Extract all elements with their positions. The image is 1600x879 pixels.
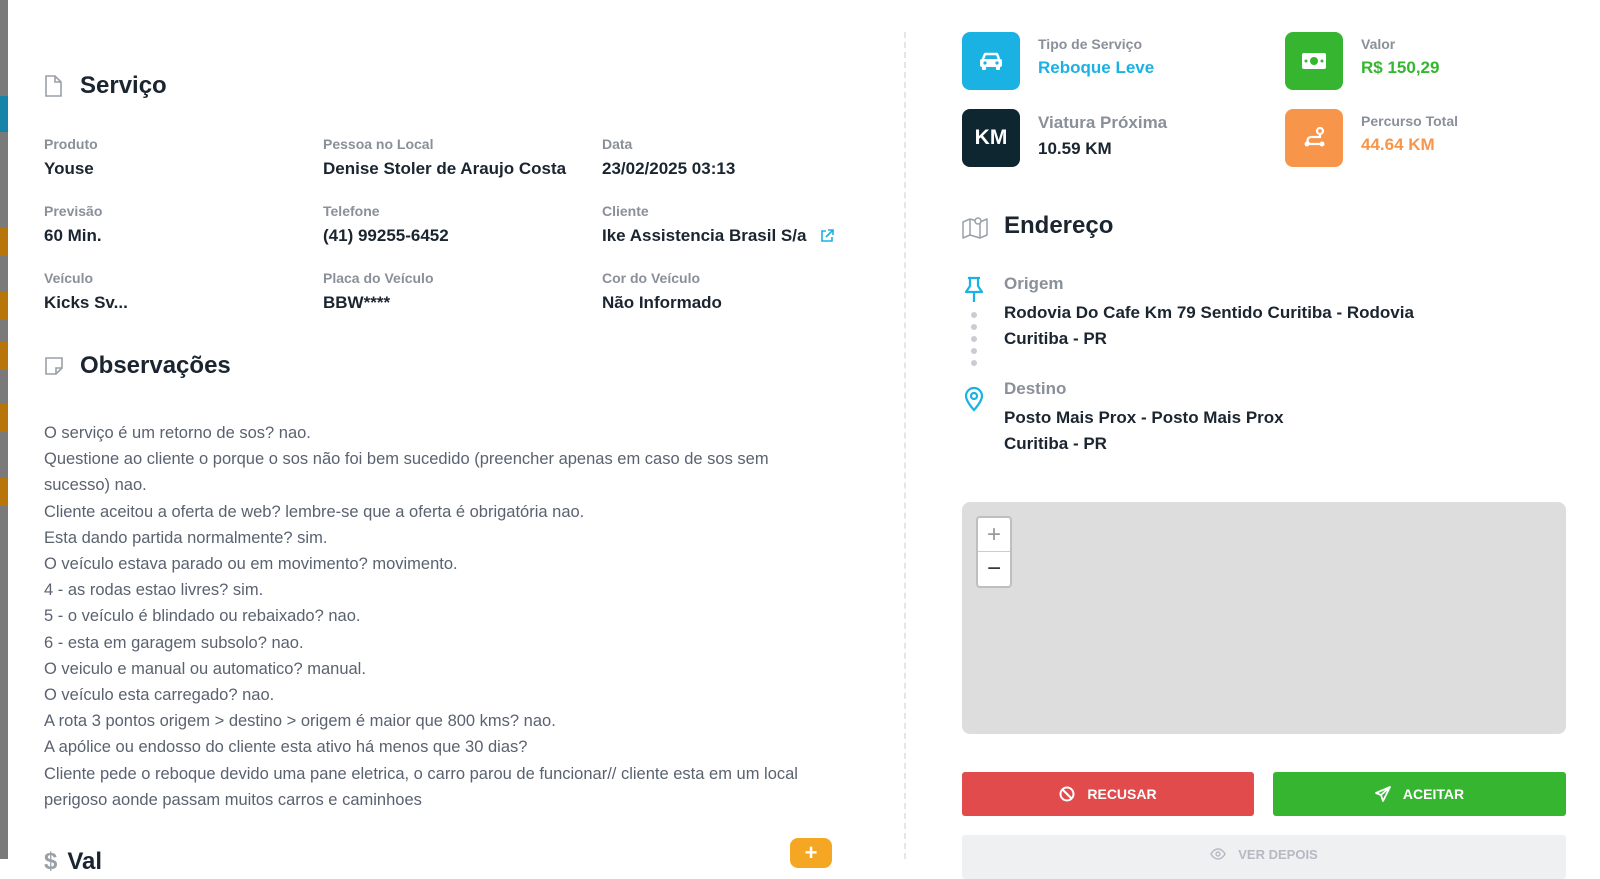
field-pessoa-no-local <box>323 136 593 179</box>
observacoes-text <box>44 420 864 813</box>
address-origem <box>1004 274 1524 352</box>
window-edge <box>0 0 8 859</box>
car-icon <box>962 32 1020 90</box>
endereco-header <box>962 212 1113 240</box>
note-icon <box>44 354 66 378</box>
field-value: 23/02/2025 03:13 <box>602 159 736 178</box>
stat-value: 10.59 KM <box>1038 139 1112 158</box>
field-label: Cor do Veículo <box>602 270 701 286</box>
km-icon: KM <box>962 109 1020 167</box>
document-icon <box>44 74 66 98</box>
obs-line: Cliente pede o reboque devido uma pane eletrica, o carro parou de funcionar// cliente esta em um local <box>44 764 798 783</box>
field-label: Data <box>602 136 633 152</box>
field-produto <box>44 136 314 179</box>
stat-label: Valor <box>1361 36 1396 52</box>
cliente-value: Ike Assistencia Brasil S/a <box>602 226 807 245</box>
route-icon <box>1285 109 1343 167</box>
obs-line: 4 - as rodas estao livres? sim. <box>44 581 264 600</box>
field-data <box>602 136 872 179</box>
field-label: Placa do Veículo <box>323 270 434 286</box>
recusar-label: RECUSAR <box>1087 786 1157 802</box>
stat-tipo-servico <box>962 32 1154 90</box>
stat-valor <box>1285 32 1439 90</box>
addr-line: Curitiba - PR <box>1004 434 1107 453</box>
field-cliente <box>602 203 872 246</box>
addr-line: Curitiba - PR <box>1004 329 1107 348</box>
observacoes-header <box>44 352 231 380</box>
obs-line: Cliente aceitou a oferta de web? lembre-se que a oferta é obrigatória nao. <box>44 502 585 521</box>
panel-divider <box>904 32 906 859</box>
field-value: (41) 99255-6452 <box>323 226 449 245</box>
map-area[interactable] <box>962 502 1566 734</box>
map-icon <box>962 214 990 238</box>
obs-line: sucesso) nao. <box>44 476 147 495</box>
stat-label: Viatura Próxima <box>1038 113 1168 132</box>
edge-mark <box>0 292 8 320</box>
address-destino <box>1004 379 1524 457</box>
field-label: Cliente <box>602 203 649 219</box>
field-veiculo <box>44 270 314 313</box>
obs-line: O veículo estava parado ou em movimento? movimento. <box>44 555 458 574</box>
addr-line: Posto Mais Prox - Posto Mais Prox <box>1004 408 1284 427</box>
field-value: 60 Min. <box>44 226 102 245</box>
ver-depois-label: VER DEPOIS <box>1238 847 1318 862</box>
route-dots <box>971 312 979 372</box>
money-icon: $ <box>44 848 58 875</box>
endereco-title: Endereço <box>1004 212 1114 239</box>
eye-icon <box>1210 848 1226 860</box>
obs-line: A apólice ou endosso do cliente esta ativo há menos que 30 dias? <box>44 738 528 757</box>
field-label: Previsão <box>44 203 103 219</box>
right-panel <box>962 0 1570 862</box>
edge-mark <box>0 228 8 256</box>
stat-viatura-proxima <box>962 109 1167 167</box>
addr-label: Destino <box>1004 379 1067 398</box>
external-link-icon[interactable] <box>820 229 834 243</box>
addr-label: Origem <box>1004 274 1064 293</box>
paper-plane-icon <box>1375 786 1391 802</box>
field-label: Telefone <box>323 203 380 219</box>
field-previsao <box>44 203 314 246</box>
field-placa <box>323 270 593 313</box>
field-cor <box>602 270 872 313</box>
field-value: Kicks Sv... <box>44 293 128 312</box>
field-value <box>602 226 872 246</box>
ban-icon <box>1059 786 1075 802</box>
stat-value: 44.64 KM <box>1361 135 1435 154</box>
field-value: Não Informado <box>602 293 722 312</box>
field-label: Veículo <box>44 270 94 286</box>
edge-mark <box>0 404 8 432</box>
left-panel <box>44 0 884 875</box>
aceitar-label: ACEITAR <box>1402 786 1465 802</box>
edge-mark <box>0 96 8 132</box>
stat-value: Reboque Leve <box>1038 58 1155 77</box>
field-value: BBW**** <box>323 293 391 312</box>
obs-line: A rota 3 pontos origem > destino > origem é maior que 800 kms? nao. <box>44 712 556 731</box>
valores-title: Val <box>67 848 103 875</box>
obs-line: O veículo esta carregado? nao. <box>44 686 275 705</box>
stat-label: Percurso Total <box>1361 113 1458 129</box>
servico-header <box>44 72 167 100</box>
valores-header <box>44 848 102 876</box>
obs-line: Esta dando partida normalmente? sim. <box>44 528 328 547</box>
obs-line: 6 - esta em garagem subsolo? nao. <box>44 633 304 652</box>
stat-label: Tipo de Serviço <box>1038 36 1142 52</box>
recusar-button[interactable] <box>962 772 1254 816</box>
zoom-out-button[interactable]: − <box>986 555 1001 582</box>
field-value: Youse <box>44 159 94 178</box>
zoom-in-button[interactable]: + <box>978 518 1010 552</box>
location-pin-icon <box>962 384 986 417</box>
observacoes-title: Observações <box>80 352 231 379</box>
aceitar-button[interactable] <box>1273 772 1566 816</box>
obs-line: O serviço é um retorno de sos? nao. <box>44 424 311 442</box>
stat-percurso-total <box>1285 109 1458 167</box>
edge-mark <box>0 478 8 506</box>
obs-line: Questione ao cliente o porque o sos não foi bem sucedido (preencher apenas em caso de sos sem <box>44 450 769 469</box>
add-button[interactable]: + <box>790 838 832 868</box>
ver-depois-button[interactable] <box>962 835 1566 879</box>
money-bill-icon <box>1285 32 1343 90</box>
field-label: Produto <box>44 136 98 152</box>
field-label: Pessoa no Local <box>323 136 434 152</box>
obs-line: 5 - o veículo é blindado ou rebaixado? nao. <box>44 607 361 626</box>
field-telefone <box>323 203 593 246</box>
pushpin-icon <box>962 276 986 309</box>
obs-line: perigoso aonde passam muitos carros e caminhoes <box>44 790 422 809</box>
stat-value: R$ 150,29 <box>1361 58 1440 77</box>
field-value: Denise Stoler de Araujo Costa <box>323 159 567 178</box>
zoom-control <box>976 516 1012 588</box>
addr-line: Rodovia Do Cafe Km 79 Sentido Curitiba - Rodovia <box>1004 303 1414 322</box>
servico-title: Serviço <box>80 72 167 99</box>
obs-line: O veiculo e manual ou automatico? manual. <box>44 659 366 678</box>
edge-mark <box>0 342 8 370</box>
